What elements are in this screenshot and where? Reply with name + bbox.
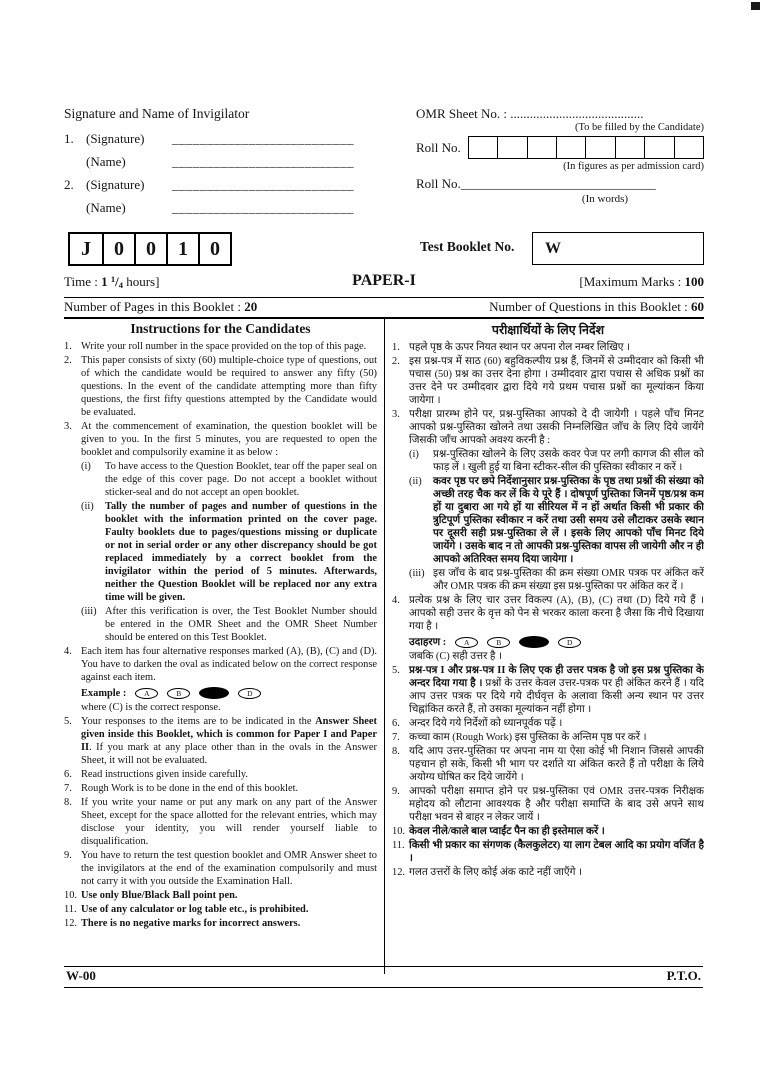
instruction-text: Write your roll number in the space provided on the top of this page. xyxy=(81,341,367,352)
item-text xyxy=(409,594,704,633)
instruction-text: Use of any calculator or log table etc., is prohibited. xyxy=(81,904,309,915)
name-label: (Name) xyxy=(86,154,126,169)
instruction-text: You have to return the test question booklet and OMR Answer sheet to the invigilators at the end of the examination compulsorily and must not carry it with you outside the Examination Hall. xyxy=(81,850,377,887)
instruction-text: इस जाँच के बाद प्रश्न-पुस्तिका की क्रम संख्या OMR पत्रक पर अंकित करें और OMR पत्रक की क्रम संख्या इस प्रश्न-पुस्तिका पर अंकित कर दें । xyxy=(433,568,704,592)
instruction-text: यदि आप उत्तर-पुस्तिका पर अपना नाम या ऐसा कोई भी निशान जिससे आपकी पहचान हो सके, किसी भी भाग पर दर्शाते या अंकित करते हैं तो परीक्षा के लिये अयोग्य घोषित कर दिये जायेंगे । xyxy=(409,746,704,783)
invigilator-block xyxy=(64,106,416,230)
instruction-text: There is no negative marks for incorrect answers. xyxy=(81,918,301,929)
pto-label: P.T.O. xyxy=(666,968,701,983)
instruction-item xyxy=(64,645,377,684)
item-text xyxy=(81,420,377,459)
item-number: 10. xyxy=(64,890,77,901)
instruction-item xyxy=(392,717,704,730)
instruction-item xyxy=(392,825,704,838)
roll-digit-box xyxy=(585,137,614,158)
item-text xyxy=(81,796,377,848)
instruction-text: Use only Blue/Black Ball point pen. xyxy=(81,890,238,901)
item-text xyxy=(409,825,704,838)
roll-digit-box xyxy=(615,137,644,158)
time-allowed: Time : 1 $^1/_4$ hours] xyxy=(64,274,160,290)
roll-no-boxes xyxy=(468,136,704,159)
item-text xyxy=(81,917,377,930)
item-number: (iii) xyxy=(409,568,425,579)
item-text xyxy=(409,664,704,716)
instruction-text: प्रश्न-पुस्तिका खोलने के लिए उसके कवर पेज पर लगी कागज की सील को फाड़ लें । खुली हुई या बिना स्टीकर-सील की पुस्तिका स्वीकार न करें । xyxy=(433,449,704,473)
item-number: 4. xyxy=(392,595,400,606)
item-text xyxy=(81,340,377,353)
item-number: 11. xyxy=(392,840,405,851)
signature-line: __________________________ xyxy=(172,177,354,192)
item-number: 12. xyxy=(64,918,77,929)
instruction-text: कच्चा काम (Rough Work) इस पुस्तिका के अन्तिम पृष्ठ पर करें । xyxy=(409,732,647,743)
item-number: 2. xyxy=(64,355,72,366)
signature-row-2 xyxy=(64,177,416,200)
instruction-item xyxy=(64,889,377,902)
signature-label: (Signature) xyxy=(86,177,145,192)
item-text xyxy=(433,475,704,566)
item-number: 3. xyxy=(64,421,72,432)
item-number: 1. xyxy=(64,341,72,352)
instruction-item xyxy=(392,731,704,744)
booklet-series-code: W-00 xyxy=(66,968,96,983)
hindi-instructions-title: परीक्षार्थियों के लिए निर्देश xyxy=(491,323,605,337)
booklet-code-cell: 0 xyxy=(134,234,166,264)
answer-example-row xyxy=(409,634,704,650)
booklet-code-cell: J xyxy=(81,237,91,260)
instruction-text: At the commencement of examination, the question booklet will be given to you. In the first 5 minutes, you are requested to open the booklet and compulsorily examine it as below : xyxy=(81,421,377,458)
instruction-text: प्रश्न-पत्र I और प्रश्न-पत्र II के लिए एक ही उत्तर पत्रक है जो इस प्रश्न पुस्तिका के अन्दर दिया गया है । xyxy=(409,665,704,689)
instruction-text: आपको परीक्षा समाप्त होने पर प्रश्न-पुस्तिका एवं OMR उत्तर-पत्रक निरीक्षक महोदय को लौटाना आवश्यक है और परीक्षा समाप्ति के बाद उसे अपने साथ परीक्षा भवन से बाहर न लेकर जायें । xyxy=(409,786,704,823)
instructions-body xyxy=(64,319,704,974)
candidate-block xyxy=(416,106,704,230)
item-number: 9. xyxy=(64,850,72,861)
instruction-subitem xyxy=(409,475,704,566)
booklet-code-box xyxy=(68,232,232,266)
instruction-item xyxy=(64,768,377,781)
scan-artifact xyxy=(751,2,760,10)
instruction-text: If you write your name or put any mark on any part of the Answer Sheet, except for the space allotted for the relevant entries, which may disclose your identity, you will render yourself liable to disqualification. xyxy=(81,797,377,847)
instruction-text: प्रत्येक प्रश्न के लिए चार उत्तर विकल्प (A), (B), (C) तथा (D) दिये गये हैं । आपको सही उत्तर के वृत्त को पेन से भरकर काला करना है जैसा कि नीचे दिखाया गया है । xyxy=(409,595,704,632)
instruction-text: Answer Sheet given inside this Booklet, which is common for Paper I and Paper II xyxy=(81,716,377,753)
roll-no-words-label: Roll No. xyxy=(416,176,461,191)
item-number: (ii) xyxy=(81,501,94,512)
item-text xyxy=(433,567,704,593)
item-text xyxy=(409,745,704,784)
instruction-item xyxy=(392,664,704,716)
item-number: (i) xyxy=(81,461,91,472)
instruction-text: Read instructions given inside carefully. xyxy=(81,769,248,780)
item-text xyxy=(105,605,377,644)
instruction-text: Rough Work is to be done in the end of this booklet. xyxy=(81,783,299,794)
english-instructions-title: Instructions for the Candidates xyxy=(130,321,311,336)
item-text xyxy=(81,354,377,419)
item-text xyxy=(409,355,704,407)
instruction-text: कवर पृष्ठ पर छपे निर्देशानुसार प्रश्न-पुस्तिका के पृष्ठ तथा प्रश्नों की संख्या को अच्छी तरह चैक कर लें कि ये पूरे हैं । दोषपूर्ण पुस्तिका जिनमें पृष्ठ/प्रश्न कम हों या दुबारा आ गये हों या सीरियल में न हों अर्थात किसी भी प्रकार की त्रुटिपूर्ण पुस्तिका स्वीकार न करें तथा उसी समय उसे लौटाकर उसके स्थान पर दूसरी सही प्रश्न-पुस्तिका ले लें । इसके लिए आपको पाँच मिनट दिये जायेंगे । उसके बाद न तो आपकी प्रश्न-पुस्तिका वापस ली जायेगी और न ही आपको अतिरिक्त समय दिया जायेगा । xyxy=(433,476,704,565)
test-booklet-value: W xyxy=(545,239,561,257)
item-number: 9. xyxy=(392,786,400,797)
answer-oval-a: A xyxy=(455,637,478,648)
instruction-text: गलत उत्तरों के लिए कोई अंक काटे नहीं जाएँगे । xyxy=(409,867,582,878)
item-text xyxy=(81,768,377,781)
item-text xyxy=(433,448,704,474)
instruction-item xyxy=(64,849,377,888)
roll-figures-note: (In figures as per admission card) xyxy=(563,161,704,172)
signature-line: __________________________ xyxy=(172,131,354,146)
item-number: 6. xyxy=(392,718,400,729)
answer-oval-a: A xyxy=(135,688,158,699)
roll-digit-box xyxy=(497,137,526,158)
instruction-text: केवल नीले/काले बाल प्वाईंट पैन का ही इस्तेमाल करें । xyxy=(409,826,605,837)
item-number: (ii) xyxy=(409,476,422,487)
roll-no-label: Roll No. xyxy=(416,139,461,155)
instruction-item xyxy=(392,785,704,824)
omr-note: (To be filled by the Candidate) xyxy=(574,122,704,133)
item-number: 11. xyxy=(64,904,77,915)
roll-no-words-row xyxy=(416,176,704,192)
name-row-1 xyxy=(64,154,416,177)
signature-label: (Signature) xyxy=(86,131,145,146)
item-number: 8. xyxy=(64,797,72,808)
example-label: Example : xyxy=(81,687,127,699)
name-row-2 xyxy=(64,200,416,223)
instruction-subitem xyxy=(409,448,704,474)
instruction-item xyxy=(392,594,704,633)
pages-count: Number of Pages in this Booklet : 20 xyxy=(64,299,258,314)
item-text xyxy=(409,731,704,744)
item-text xyxy=(409,408,704,447)
roll-digit-box xyxy=(469,137,497,158)
item-number: 10. xyxy=(392,826,405,837)
item-text xyxy=(81,782,377,795)
item-number: (iii) xyxy=(81,606,97,617)
instruction-text: This paper consists of sixty (60) multiple-choice type of questions, out of which the candidate would be required to answer any fifty (50) questions. In the event of the candidate attempting more than fifty questions, the first fifty questions attempted by the Candidate would be evaluated. xyxy=(81,355,377,418)
instruction-subitem xyxy=(81,605,377,644)
booklet-code-cell: 1 xyxy=(166,234,198,264)
instruction-item xyxy=(64,354,377,419)
example-note: जबकि (C) सही उत्तर है । xyxy=(409,651,502,662)
instruction-item xyxy=(392,341,704,354)
instruction-item xyxy=(64,420,377,459)
filled-answer-oval-c xyxy=(199,687,229,699)
answer-oval-d: D xyxy=(558,637,581,648)
item-number: 2. xyxy=(392,356,400,367)
maximum-marks: [Maximum Marks : 100 xyxy=(579,274,704,289)
roll-words-note: (In words) xyxy=(581,193,629,205)
booklet-code-row xyxy=(64,232,704,266)
item-text xyxy=(81,645,377,684)
instruction-item xyxy=(64,917,377,930)
time-fraction: $^1/_4$ xyxy=(110,274,123,290)
item-number: (i) xyxy=(409,449,419,460)
example-note: where (C) is the correct response. xyxy=(81,702,221,713)
item-number: 12. xyxy=(392,867,405,878)
time-paper-row xyxy=(64,272,704,292)
name-line: __________________________ xyxy=(172,154,354,169)
item-text xyxy=(81,849,377,888)
test-booklet-box xyxy=(532,232,704,265)
item-text xyxy=(105,500,377,604)
roll-digit-box xyxy=(556,137,585,158)
instruction-text: Your responses to the items are to be indicated in the xyxy=(81,716,316,727)
item-number: 3. xyxy=(392,409,400,420)
item-number: 4. xyxy=(64,646,72,657)
row-number: 1. xyxy=(64,131,74,146)
instruction-text: पहले पृष्ठ के ऊपर नियत स्थान पर अपना रोल नम्बर लिखिए । xyxy=(409,342,631,353)
item-text xyxy=(81,715,377,767)
booklet-code-cell: 0 xyxy=(198,234,230,264)
answer-example-row xyxy=(81,685,377,701)
instruction-text: Each item has four alternative responses marked (A), (B), (C) and (D). You have to darken the oval as indicated below on the correct response against each item. xyxy=(81,646,377,683)
instruction-item xyxy=(392,355,704,407)
example-label: उदाहरण : xyxy=(409,636,447,648)
test-booklet-label: Test Booklet No. xyxy=(420,239,515,254)
item-text xyxy=(409,785,704,824)
instruction-text: इस प्रश्न-पत्र में साठ (60) बहुविकल्पीय प्रश्न हैं, जिनमें से उम्मीदवार को किसी भी पचास (50) प्रश्न का उत्तर देना होगा । उम्मीदवार द्वारा पचास से अधिक प्रश्नों का उत्तर देने पर उम्मीदवार द्वारा दिये गये प्रथम पचास प्रश्नों का मूल्यांकन किया जायेगा । xyxy=(409,356,704,406)
item-number: 7. xyxy=(64,783,72,794)
answer-oval-b: B xyxy=(487,637,510,648)
item-text xyxy=(409,839,704,865)
row-number: 2. xyxy=(64,177,74,192)
instructions-hindi-column xyxy=(384,319,704,974)
instruction-subitem xyxy=(81,500,377,604)
instruction-subitem xyxy=(409,567,704,593)
name-line: __________________________ xyxy=(172,200,354,215)
item-number: 6. xyxy=(64,769,72,780)
item-number: 5. xyxy=(392,665,400,676)
instruction-item xyxy=(64,340,377,353)
roll-digit-box xyxy=(644,137,673,158)
page-content xyxy=(64,106,704,974)
instruction-text: After this verification is over, the Test Booklet Number should be entered in the OMR Sheet and the OMR Sheet Number should be entered on this Test Booklet. xyxy=(105,606,377,643)
instruction-subitem xyxy=(81,460,377,499)
item-text xyxy=(409,717,704,730)
page-footer xyxy=(64,966,703,988)
item-text xyxy=(105,460,377,499)
answer-oval-b: B xyxy=(167,688,190,699)
item-number: 1. xyxy=(392,342,400,353)
roll-words-line: ______________________________ xyxy=(460,176,656,191)
instruction-item xyxy=(64,796,377,848)
item-number: 8. xyxy=(392,746,400,757)
instruction-text: . If you mark at any place other than in the ovals in the Answer Sheet, it will not be evaluated. xyxy=(81,742,377,766)
answer-oval-d: D xyxy=(238,688,261,699)
roll-digit-box xyxy=(527,137,556,158)
counts-row xyxy=(64,298,704,317)
instruction-text: किसी भी प्रकार का संगणक (कैलकुलेटर) या लाग टेबल आदि का प्रयोग वर्जित है । xyxy=(409,840,704,864)
item-text xyxy=(81,903,377,916)
instruction-item xyxy=(392,408,704,447)
instruction-text: प्रश्नों के उत्तर केवल उत्तर-पत्रक पर ही अंकित करने हैं । यदि आप उत्तर पत्रक पर दिये गये दीर्घवृत्त के अलावा किसी अन्य स्थान पर उत्तर चिह्नांकित करते हैं, तो उसका मूल्यांकन नहीं होगा । xyxy=(409,678,704,715)
omr-sheet-no: OMR Sheet No. : ......................................... xyxy=(416,106,644,121)
signature-row-1 xyxy=(64,131,416,154)
item-text xyxy=(409,866,704,879)
item-text xyxy=(409,341,704,354)
questions-count: Number of Questions in this Booklet : 60 xyxy=(489,299,704,314)
instruction-item xyxy=(392,839,704,865)
page-header xyxy=(64,106,704,230)
paper-title: PAPER-I xyxy=(352,272,416,289)
roll-no-figures-row xyxy=(416,136,704,159)
instruction-item xyxy=(64,715,377,767)
instruction-item xyxy=(64,782,377,795)
roll-digit-box xyxy=(674,137,703,158)
invigilator-title: Signature and Name of Invigilator xyxy=(64,106,250,121)
instruction-text: अन्दर दिये गये निर्देशों को ध्यानपूर्वक पढ़ें । xyxy=(409,718,563,729)
filled-answer-oval-c xyxy=(519,636,549,648)
instructions-english-column xyxy=(64,319,384,974)
booklet-code-cell: 0 xyxy=(102,234,134,264)
name-label: (Name) xyxy=(86,200,126,215)
instruction-text: Tally the number of pages and number of questions in the booklet with the information printed on the cover page. Faulty booklets due to pages/questions missing or duplicate or not in serial order or any other discrepancy should be got replaced immediately by a correct booklet from the invigilator within the period of 5 minutes. Afterwards, neither the Question Booklet will be replaced nor any extra time will be given. xyxy=(105,501,377,603)
instruction-text: To have access to the Question Booklet, tear off the paper seal on the edge of this cover page. Do not accept a booklet without sticker-seal and do not accept an open booklet. xyxy=(105,461,377,498)
item-number: 7. xyxy=(392,732,400,743)
item-text xyxy=(81,889,377,902)
instruction-item xyxy=(392,745,704,784)
instruction-text: परीक्षा प्रारम्भ होने पर, प्रश्न-पुस्तिका आपको दे दी जायेगी । पहले पाँच मिनट आपको प्रश्न-पुस्तिका खोलने तथा उसकी निम्नलिखित जाँच के लिए दिये जायेंगे जिसकी जाँच आपको अवश्य करनी है : xyxy=(409,409,704,446)
instruction-item xyxy=(64,903,377,916)
item-number: 5. xyxy=(64,716,72,727)
instruction-item xyxy=(392,866,704,879)
